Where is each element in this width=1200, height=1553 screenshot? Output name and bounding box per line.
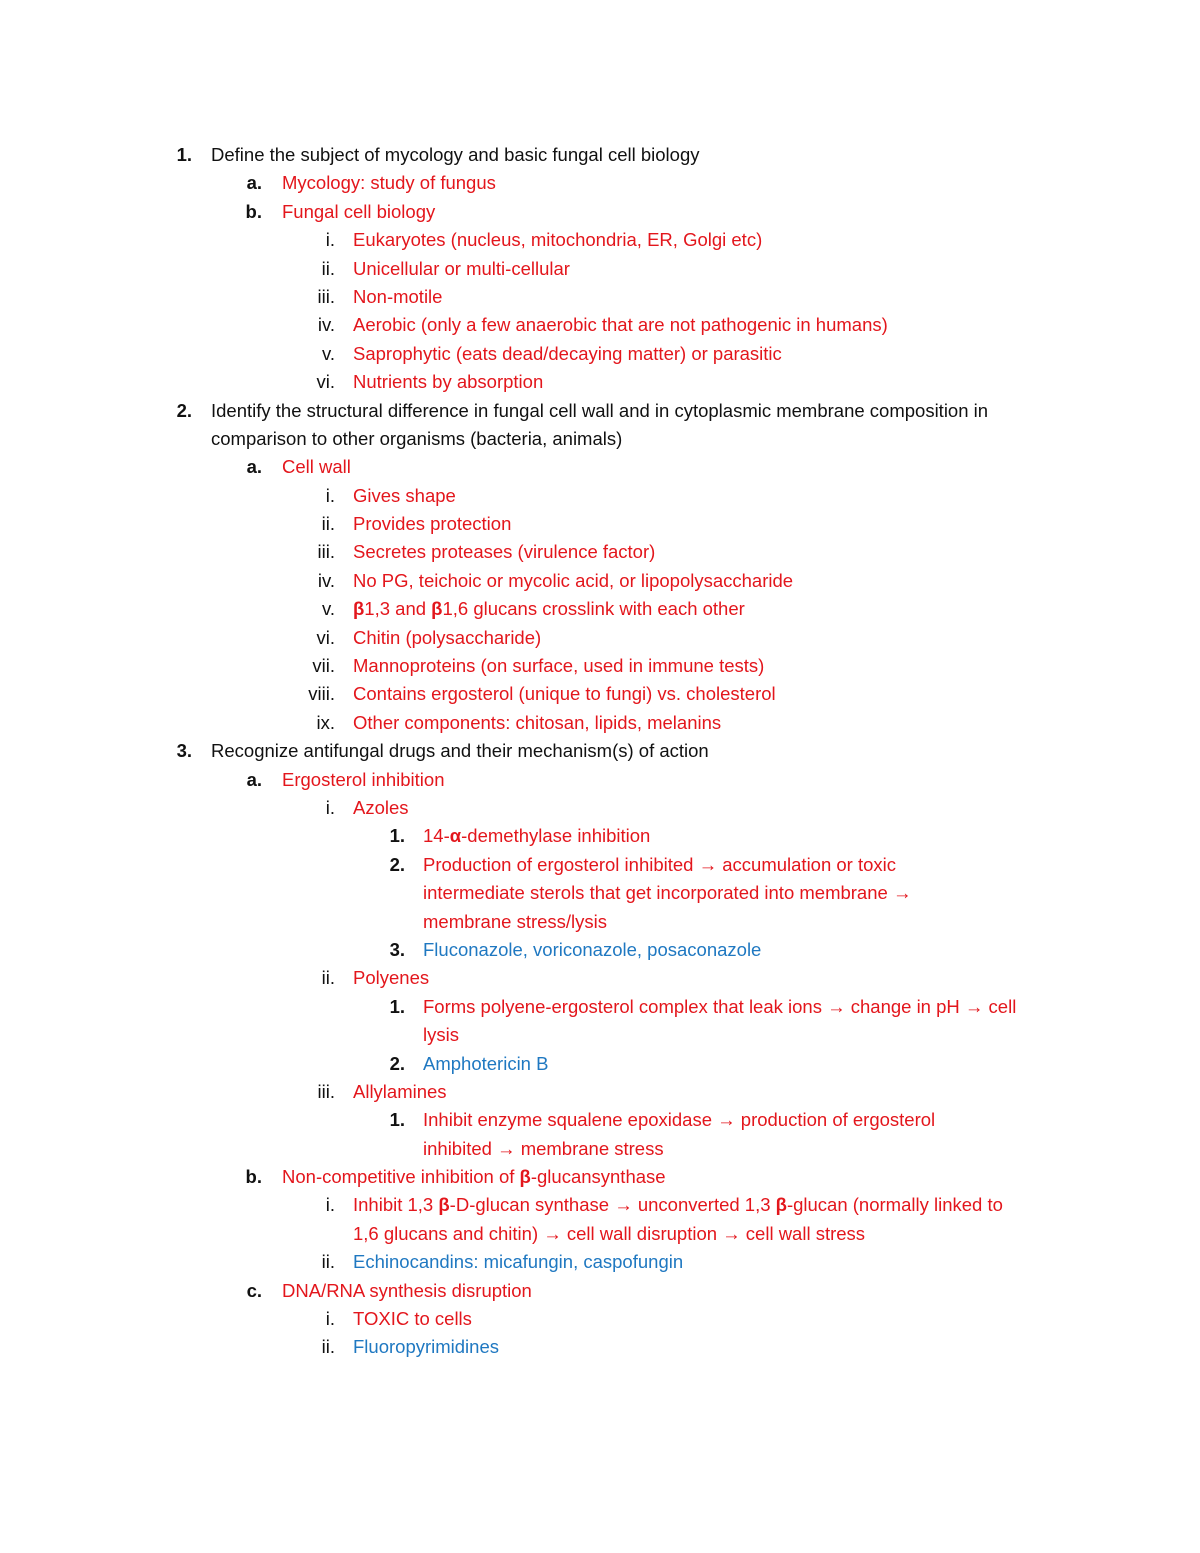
list-item-text: [353, 794, 409, 822]
outline-subsubitem-line: [0, 652, 1200, 680]
list-item-text: [282, 169, 496, 197]
outline-subsubitem-line: [0, 1333, 1200, 1361]
outline-subsubitem-line: [0, 368, 1200, 396]
text-run: Cell wall: [282, 456, 351, 478]
outline-step-line: [0, 936, 1200, 964]
list-item-text: [353, 255, 570, 283]
outline-subsubitem-line: [0, 1305, 1200, 1333]
list-item-text: [282, 1163, 666, 1191]
list-item-text: [423, 936, 761, 964]
list-marker: v.: [321, 342, 335, 364]
list-item-text: [423, 879, 911, 907]
text-run: Other components: chitosan, lipids, melanins: [353, 711, 722, 733]
text-run: Polyenes: [353, 967, 430, 989]
text-run: Identify the structural difference in fungal cell wall and in cytoplasmic membrane composition in: [211, 399, 989, 421]
outline-step-line: [0, 908, 1200, 936]
outline-step-line: [0, 1021, 1200, 1049]
text-run: lysis: [423, 1024, 459, 1046]
list-marker: 2.: [389, 1052, 405, 1074]
list-marker: 3.: [389, 938, 405, 960]
outline-subitem-line: [0, 1163, 1200, 1191]
text-run: Provides protection: [353, 513, 512, 535]
list-item-text: [423, 1135, 664, 1163]
list-marker: vi.: [316, 371, 335, 393]
outline-step-line: [0, 993, 1200, 1021]
list-item-text: [353, 1248, 683, 1276]
outline-item-line: [0, 425, 1200, 453]
list-item-text: [353, 368, 543, 396]
list-item-text: [353, 680, 776, 708]
list-item-text: [353, 567, 793, 595]
outline-subsubitem-line: [0, 680, 1200, 708]
outline-subsubitem-line: [0, 510, 1200, 538]
list-marker: v.: [321, 598, 335, 620]
outline-subsubitem-line: [0, 255, 1200, 283]
list-item-text: [211, 737, 709, 765]
outline-subitem-line: [0, 766, 1200, 794]
list-item-text: [423, 822, 650, 850]
list-item-text: [353, 709, 721, 737]
list-item-text: [353, 652, 764, 680]
list-marker: 1.: [389, 825, 405, 847]
outline-subsubitem-line: [0, 964, 1200, 992]
list-item-text: [353, 311, 888, 339]
outline-subsubitem-line: [0, 624, 1200, 652]
list-item-text: [423, 1021, 459, 1049]
outline-subsubitem-line: [0, 1078, 1200, 1106]
text-run: Inhibit 1,3: [353, 1194, 439, 1216]
list-marker: 1.: [389, 1109, 405, 1131]
list-item-text: [353, 538, 655, 566]
list-marker: iv.: [317, 314, 335, 336]
list-item-text: [353, 482, 456, 510]
text-run: inhibited → membrane stress: [423, 1137, 664, 1159]
list-marker: iii.: [317, 541, 335, 563]
list-marker: b.: [245, 1166, 262, 1188]
text-run: Non-competitive inhibition of: [282, 1166, 520, 1188]
text-run: β: [431, 598, 443, 620]
list-item-text: [353, 1191, 1003, 1219]
list-item-text: [282, 766, 444, 794]
text-run: Nutrients by absorption: [353, 371, 544, 393]
outline-subitem-line: [0, 198, 1200, 226]
list-item-text: [353, 1220, 865, 1248]
list-marker: a.: [246, 768, 262, 790]
text-run: -demethylase inhibition: [461, 825, 651, 847]
outline-subsubitem-line: [0, 482, 1200, 510]
outline-step-line: [0, 1106, 1200, 1134]
text-run: Chitin (polysaccharide): [353, 626, 542, 648]
text-run: Mycology: study of fungus: [282, 172, 496, 194]
text-run: Unicellular or multi-cellular: [353, 257, 570, 279]
outline-step-line: [0, 1050, 1200, 1078]
text-run: Production of ergosterol inhibited → accumulation or toxic: [423, 853, 897, 875]
list-marker: ii.: [321, 1251, 335, 1273]
list-item-text: [282, 1277, 532, 1305]
outline-subsubitem-line: [0, 340, 1200, 368]
outline-subitem-line: [0, 453, 1200, 481]
outline-step-line: [0, 822, 1200, 850]
text-run: 1,6 glucans and chitin) → cell wall disruption → cell wall stress: [353, 1222, 866, 1244]
text-run: intermediate sterols that get incorporated into membrane →: [423, 882, 912, 904]
text-run: Allylamines: [353, 1080, 447, 1102]
list-marker: i.: [325, 1308, 335, 1330]
text-run: Ergosterol inhibition: [282, 768, 445, 790]
list-marker: iii.: [317, 1080, 335, 1102]
text-run: Amphotericin B: [423, 1052, 549, 1074]
list-item-text: [353, 283, 442, 311]
list-item-text: [423, 1050, 548, 1078]
text-run: No PG, teichoic or mycolic acid, or lipopolysaccharide: [353, 569, 794, 591]
text-run: β: [438, 1194, 450, 1216]
text-run: Azoles: [353, 796, 409, 818]
text-run: comparison to other organisms (bacteria, animals): [211, 427, 623, 449]
text-run: DNA/RNA synthesis disruption: [282, 1279, 532, 1301]
outline-subsubitem-line: [0, 794, 1200, 822]
text-run: β: [353, 598, 365, 620]
list-item-text: [353, 1333, 499, 1361]
list-item-text: [423, 851, 896, 879]
list-marker: vi.: [316, 626, 335, 648]
list-marker: ii.: [321, 1336, 335, 1358]
list-item-text: [353, 1078, 447, 1106]
text-run: Forms polyene-ergosterol complex that leak ions → change in pH → cell: [423, 995, 1017, 1017]
list-marker: i.: [325, 1194, 335, 1216]
text-run: Contains ergosterol (unique to fungi) vs. cholesterol: [353, 683, 776, 705]
list-marker: 3.: [176, 740, 192, 762]
list-item-text: [282, 198, 435, 226]
list-marker: a.: [246, 456, 262, 478]
list-item-text: [353, 1305, 472, 1333]
list-item-text: [211, 425, 622, 453]
outline-item-line: [0, 141, 1200, 169]
text-run: Recognize antifungal drugs and their mechanism(s) of action: [211, 740, 709, 762]
outline-list: [0, 141, 1200, 1362]
text-run: Inhibit enzyme squalene epoxidase → production of ergosterol: [423, 1109, 936, 1131]
text-run: 1,3 and: [364, 598, 432, 620]
list-marker: 1.: [389, 995, 405, 1017]
list-marker: i.: [325, 796, 335, 818]
outline-step-line: [0, 1135, 1200, 1163]
outline-subsubitem-line: [0, 538, 1200, 566]
list-marker: c.: [246, 1279, 262, 1301]
outline-subsubitem-line: [0, 226, 1200, 254]
list-marker: iii.: [317, 285, 335, 307]
list-marker: ii.: [321, 967, 335, 989]
list-marker: i.: [325, 229, 335, 251]
text-run: Fluoropyrimidines: [353, 1336, 499, 1358]
text-run: 1,6 glucans crosslink with each other: [442, 598, 745, 620]
outline-step-line: [0, 879, 1200, 907]
text-run: Secretes proteases (virulence factor): [353, 541, 656, 563]
list-marker: b.: [245, 200, 262, 222]
list-item-text: [353, 624, 541, 652]
list-item-text: [423, 908, 607, 936]
list-marker: 2.: [176, 399, 192, 421]
list-item-text: [353, 510, 511, 538]
outline-subsubitem-line: [0, 1220, 1200, 1248]
text-run: Saprophytic (eats dead/decaying matter) or parasitic: [353, 342, 782, 364]
list-marker: 2.: [389, 853, 405, 875]
list-marker: iv.: [317, 569, 335, 591]
outline-subitem-line: [0, 1277, 1200, 1305]
list-marker: ii.: [321, 513, 335, 535]
list-item-text: [211, 397, 988, 425]
text-run: membrane stress/lysis: [423, 910, 608, 932]
outline-subsubitem-line: [0, 283, 1200, 311]
outline-item-line: [0, 737, 1200, 765]
list-item-text: [353, 340, 782, 368]
text-run: β: [519, 1166, 531, 1188]
list-marker: vii.: [312, 655, 335, 677]
text-run: Non-motile: [353, 285, 443, 307]
list-marker: a.: [246, 172, 262, 194]
text-run: Fluconazole, voriconazole, posaconazole: [423, 938, 762, 960]
outline-subsubitem-line: [0, 311, 1200, 339]
text-run: TOXIC to cells: [353, 1308, 472, 1330]
text-run: Eukaryotes (nucleus, mitochondria, ER, Golgi etc): [353, 229, 763, 251]
list-marker: ix.: [316, 711, 335, 733]
text-run: -D-glucan synthase → unconverted 1,3: [449, 1194, 776, 1216]
text-run: -glucan (normally linked to: [786, 1194, 1003, 1216]
outline-subsubitem-line: [0, 1191, 1200, 1219]
outline-subsubitem-line: [0, 595, 1200, 623]
text-run: -glucansynthase: [530, 1166, 666, 1188]
list-item-text: [211, 141, 699, 169]
outline-subsubitem-line: [0, 567, 1200, 595]
outline-step-line: [0, 851, 1200, 879]
list-item-text: [353, 595, 745, 623]
text-run: Fungal cell biology: [282, 200, 436, 222]
text-run: α: [449, 825, 462, 847]
list-item-text: [353, 964, 429, 992]
text-run: Define the subject of mycology and basic fungal cell biology: [211, 144, 700, 165]
list-item-text: [423, 993, 1016, 1021]
list-item-text: [353, 226, 762, 254]
outline-item-line: [0, 397, 1200, 425]
outline-subitem-line: [0, 169, 1200, 197]
text-run: 14-: [423, 825, 450, 847]
list-marker: 1.: [176, 144, 192, 165]
text-run: β: [775, 1194, 787, 1216]
list-item-text: [423, 1106, 935, 1134]
list-marker: viii.: [308, 683, 335, 705]
list-marker: i.: [325, 484, 335, 506]
list-item-text: [282, 453, 351, 481]
text-run: Aerobic (only a few anaerobic that are not pathogenic in humans): [353, 314, 888, 336]
list-marker: ii.: [321, 257, 335, 279]
outline-subsubitem-line: [0, 709, 1200, 737]
text-run: Gives shape: [353, 484, 456, 506]
text-run: Echinocandins: micafungin, caspofungin: [353, 1251, 684, 1273]
text-run: Mannoproteins (on surface, used in immune tests): [353, 655, 765, 677]
outline-subsubitem-line: [0, 1248, 1200, 1276]
